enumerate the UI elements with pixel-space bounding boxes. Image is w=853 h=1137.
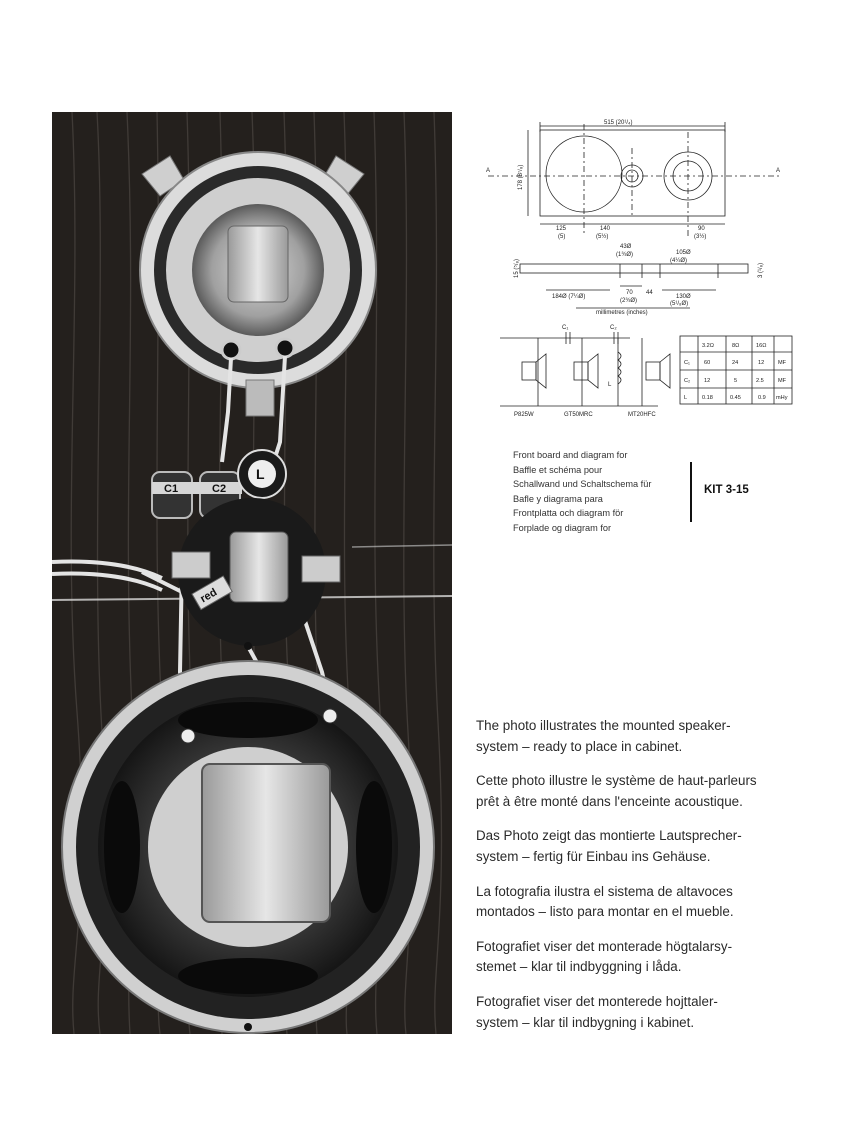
dim-tw-dia-in: (4¼Ø) [670, 258, 688, 264]
dim-44: 44 [646, 290, 653, 296]
speaker-photo [52, 112, 452, 1034]
table-cell: MF [778, 378, 787, 384]
table-cell: 0.18 [702, 395, 713, 401]
table-cell: 24 [732, 360, 739, 366]
text-line: system – klar til indbygning i kabinet. [476, 1014, 695, 1030]
text-line: montados – listo para montar en el mueble. [476, 904, 734, 920]
table-cell: L [684, 395, 688, 401]
caption-line: Bafle y diagrama para [513, 493, 603, 504]
speaker3-label: MT20HFC [628, 412, 656, 418]
caption-line: Frontplatta och diagram för [513, 508, 624, 519]
dim-130-in: (5¹/₈Ø) [670, 301, 689, 307]
cap2-label: C₂ [610, 325, 617, 331]
table-cell: 0.45 [730, 395, 741, 401]
section-mark-right: A [776, 168, 781, 174]
dim-left: 125 [556, 226, 567, 232]
text-line: Fotografiet viser det monterade högtalarsy- [476, 938, 733, 954]
unit-label: millimetres (inches) [596, 310, 648, 316]
dim-left-in: (5) [558, 234, 566, 240]
speaker1-label: P825W [514, 412, 534, 418]
table-cell: MF [778, 360, 787, 366]
dim-70: 70 [626, 290, 633, 296]
caption-line: Schallwand und Schaltschema für [513, 479, 652, 490]
table-cell: C₁ [684, 360, 690, 366]
text-line: Das Photo zeigt das montierte Lautsprecher- [476, 828, 742, 844]
dim-right: 90 [698, 226, 705, 232]
table-header-1: 3.2Ω [702, 343, 714, 349]
text-line: Cette photo illustre le système de haut-parleurs [476, 773, 757, 789]
dim-mid: 140 [600, 226, 611, 232]
kit-label: KIT 3-15 [704, 484, 749, 496]
dim-small-dia: 43Ø [620, 244, 632, 250]
paragraph-spanish [476, 882, 836, 923]
paragraph-english [476, 716, 836, 757]
dim-tw-dia: 105Ø [676, 250, 691, 256]
table-header-2: 8Ω [732, 343, 740, 349]
dim-70-in: (2¾Ø) [620, 298, 638, 304]
paragraph-french [476, 771, 836, 812]
dim-right-in: (3½) [694, 234, 707, 240]
dim-thick: 15 (⁵/₈) [514, 259, 520, 278]
table-cell: 5 [734, 378, 738, 384]
front-board-diagram [480, 118, 810, 428]
kit-divider [690, 462, 692, 522]
table-cell: 12 [704, 378, 711, 384]
coil-label: L [608, 382, 612, 388]
label-red: red [198, 586, 220, 606]
paragraph-german [476, 826, 836, 867]
caption-line: Forplade og diagram for [513, 522, 612, 533]
table-cell: 2.5 [756, 378, 764, 384]
text-line: prêt à être monté dans l'enceinte acoustique. [476, 793, 743, 809]
label-l: L [256, 466, 265, 482]
dim-big-dia: 184Ø (7¼Ø) [552, 294, 586, 300]
diagram-caption [513, 448, 651, 536]
label-c1: C1 [164, 483, 179, 495]
cap1-label: C₁ [562, 325, 569, 331]
caption-line: Baffle et schéma pour [513, 464, 603, 475]
label-c2: C2 [212, 483, 227, 495]
text-line: system – fertig für Einbau ins Gehäuse. [476, 848, 711, 864]
dim-130: 130Ø [676, 294, 691, 300]
paragraph-danish [476, 992, 836, 1033]
table-cell: 0.9 [758, 395, 766, 401]
dim-thick-r: 3 (¹/₈) [758, 262, 764, 278]
text-line: The photo illustrates the mounted speaker- [476, 718, 731, 733]
text-line: stemet – klar til indbyggning i låda. [476, 959, 682, 975]
dim-width: 515 (20¹/₄) [604, 120, 633, 126]
photo-description [476, 716, 836, 1047]
dim-mid-in: (5½) [596, 234, 609, 240]
table-cell: 12 [758, 360, 765, 366]
caption-line: Front board and diagram for [513, 450, 628, 460]
table-cell: C₂ [684, 378, 691, 384]
table-header-3: 16Ω [756, 343, 767, 349]
dim-height: 178 (8⁷/₈) [518, 164, 524, 190]
paragraph-swedish [476, 937, 836, 978]
dim-small-dia-in: (1¾Ø) [616, 252, 634, 258]
table-cell: mHy [776, 395, 788, 401]
text-line: La fotografia ilustra el sistema de altavoces [476, 883, 733, 899]
section-mark-left: A [486, 168, 491, 174]
speaker2-label: GT50MRC [564, 412, 593, 418]
text-line: system – ready to place in cabinet. [476, 738, 683, 754]
table-cell: 60 [704, 360, 711, 366]
text-line: Fotografiet viser det monterede hojttaler- [476, 993, 718, 1009]
